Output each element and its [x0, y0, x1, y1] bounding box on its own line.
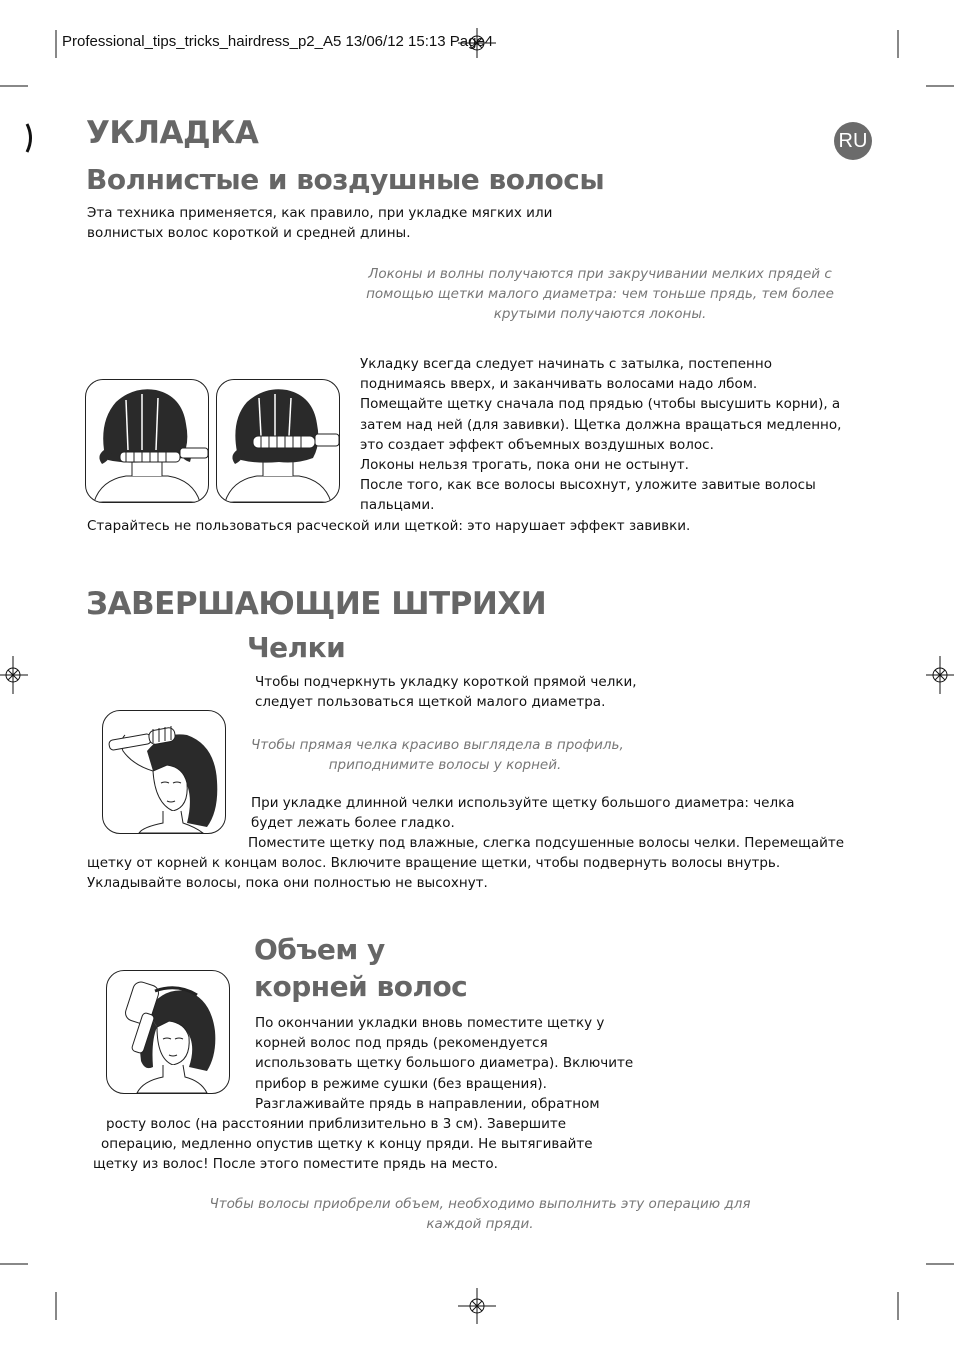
fringe-body-c: щетку от корней к концам волос. Включите вращение щетки, чтобы подвернуть волосы внутрь. Укладывайте волосы, пока они полностью не высохнут.: [87, 855, 781, 892]
intro-text: Эта техника применяется, как правило, при укладке мягких или волнистых волос короткой и средней длины.: [87, 205, 553, 242]
fringe-body-b: Поместите щетку под влажные, слегка подсушенные волосы челки. Перемещайте: [248, 835, 845, 851]
illustration-fringe: [102, 710, 226, 834]
print-slug: Professional_tips_tricks_hairdress_p2_A5 13/06/12 15:13 Page4: [62, 33, 494, 50]
fringe-body-a: При укладке длинной челки используйте щетку большого диаметра: челка будет лежать более гладко.: [251, 795, 795, 832]
section-title-finishing: ЗАВЕРШАЮЩИЕ ШТРИХИ: [86, 586, 547, 622]
registration-mark-icon: [0, 656, 28, 694]
styling-note: Старайтесь не пользоваться расческой или щеткой: это нарушает эффект завивки.: [87, 518, 691, 534]
illustration-curling-brush-under: [85, 379, 209, 503]
registration-mark-icon: [458, 1288, 496, 1324]
volume-body-b: росту волос (на расстоянии приблизительно в 3 см). Завершите: [106, 1116, 567, 1132]
illustration-root-volume: [106, 970, 230, 1094]
volume-body-a: По окончании укладки вновь поместите щетку у корней волос под прядь (рекомендуется использовать щетку большого диаметра). Включите прибор в режиме сушки (без вращения). Разглаживайте прядь в направлении, обратном: [255, 1015, 634, 1112]
registration-mark-icon: [926, 656, 954, 694]
illustration-curling-brush-over: [216, 379, 340, 503]
styling-body-text: Укладку всегда следует начинать с затылка, постепенно поднимаясь вверх, и заканчивать волосами надо лбом. Помещайте щетку сначала под прядью (чтобы высушить корни), а затем над ней (для завивки). Щетка должна вращаться медленно, это создает эффект объемных воздушных волос. Локоны нельзя трогать, пока они не остынут. После того, как все волосы высохнут, уложите завитые волосы пальцами.: [360, 356, 842, 514]
subtitle-wavy-hair: Волнистые и воздушные волосы: [86, 163, 605, 196]
volume-tip: Чтобы волосы приобрели объем, необходимо выполнить эту операцию для каждой пряди.: [209, 1196, 751, 1233]
subtitle-root-volume: Объем у корней волос: [254, 933, 468, 1003]
language-badge: RU: [834, 122, 872, 160]
tip-text: Локоны и волны получаются при закручивании мелких прядей с помощью щетки малого диаметра: чем тоньше прядь, тем более крутыми получаются локоны.: [366, 266, 834, 323]
section-title-styling: УКЛАДКА: [86, 115, 259, 151]
fringe-tip: Чтобы прямая челка красиво выглядела в профиль, приподнимите волосы у корней.: [251, 737, 624, 774]
fringe-intro: Чтобы подчеркнуть укладку короткой прямой челки, следует пользоваться щеткой малого диаметра.: [255, 674, 637, 711]
volume-body-d: щетку из волос! После этого поместите прядь на место.: [93, 1156, 498, 1172]
volume-body-c: операцию, медленно опустив щетку к концу пряди. Не вытягивайте: [101, 1136, 593, 1152]
subtitle-fringe: Челки: [247, 631, 346, 664]
